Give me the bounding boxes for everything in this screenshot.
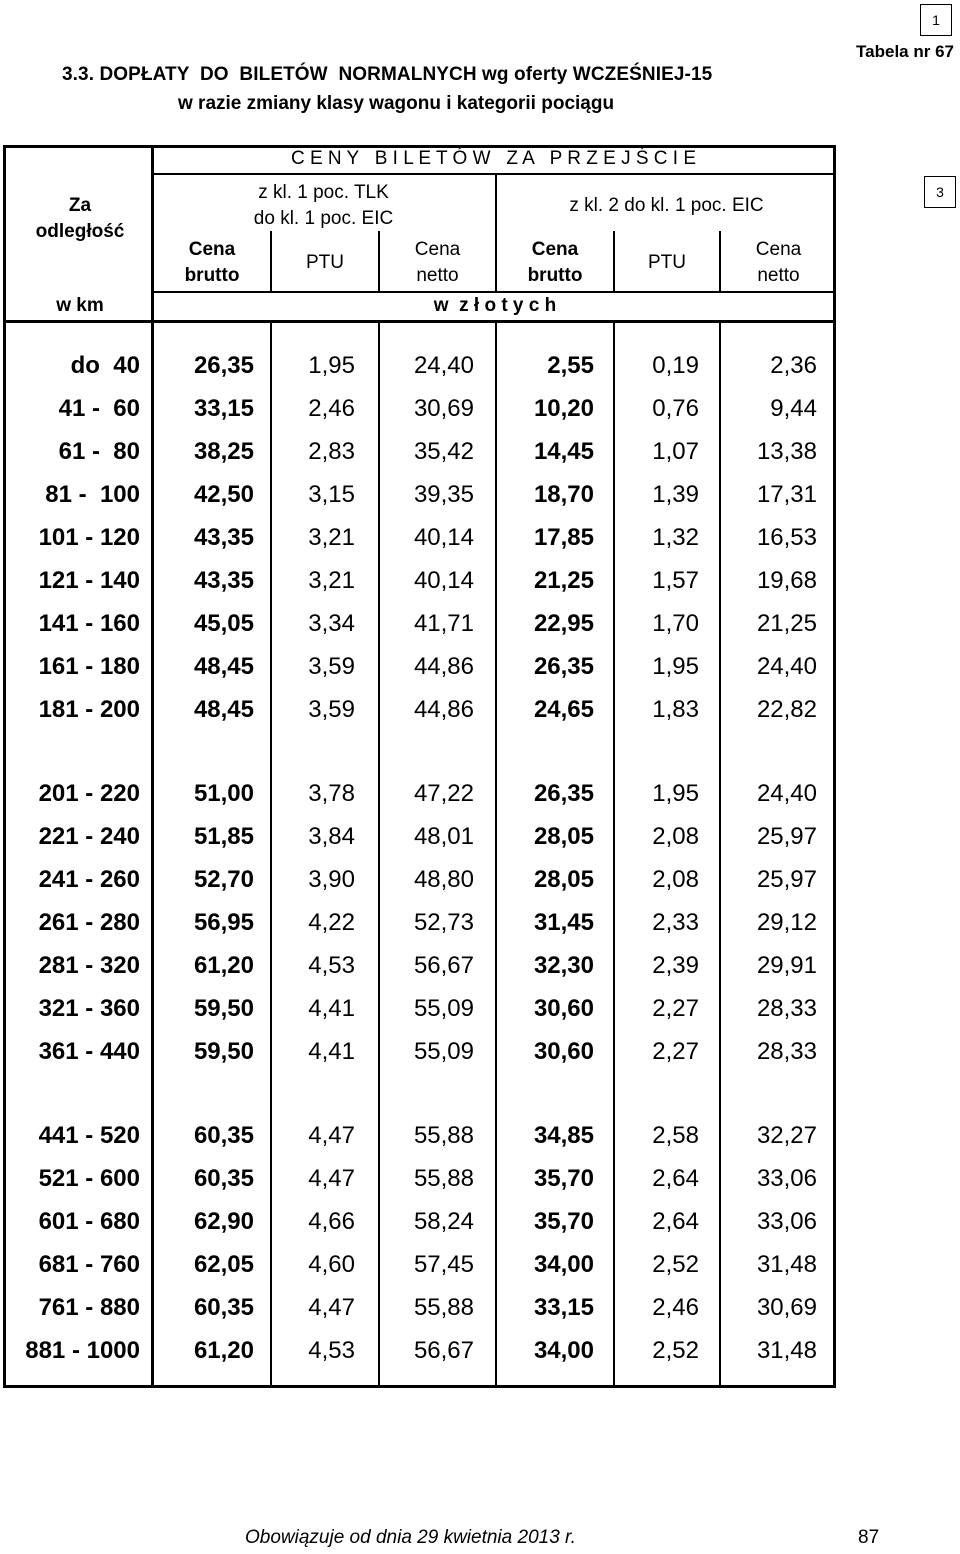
- price-p2: 1,32: [652, 524, 699, 551]
- price-b1: 38,25: [193, 438, 254, 465]
- distance-range: 61 - 80: [58, 438, 140, 465]
- price-n1: 40,14: [413, 524, 474, 551]
- distance-range: 881 - 1000: [25, 1337, 140, 1364]
- price-b1: 48,45: [193, 696, 254, 723]
- price-b2: 31,45: [533, 909, 594, 936]
- price-p2: 2,33: [652, 909, 699, 936]
- price-p1: 3,78: [308, 780, 355, 807]
- price-n2: 33,06: [756, 1165, 817, 1192]
- price-b2: 32,30: [533, 952, 594, 979]
- price-b2: 24,65: [533, 696, 594, 723]
- price-p1: 3,59: [308, 696, 355, 723]
- price-n2: 21,25: [756, 610, 817, 637]
- price-p2: 2,46: [652, 1294, 699, 1321]
- price-n1: 57,45: [413, 1251, 474, 1278]
- price-n1: 40,14: [413, 567, 474, 594]
- price-p1: 2,46: [308, 395, 355, 422]
- header-brutto-1: brutto: [184, 265, 240, 286]
- page-number: 87: [858, 1527, 880, 1548]
- header-cena-netto-1: Cena: [414, 239, 461, 260]
- price-b2: 34,00: [533, 1251, 594, 1278]
- price-n2: 29,12: [756, 909, 817, 936]
- price-p2: 2,52: [652, 1337, 699, 1364]
- price-n1: 52,73: [413, 909, 474, 936]
- page-subtitle: w razie zmiany klasy wagonu i kategorii pociągu: [178, 93, 615, 114]
- price-n2: 16,53: [756, 524, 817, 551]
- price-b2: 18,70: [533, 481, 594, 508]
- header-ptu-1: PTU: [306, 252, 344, 273]
- distance-range: 41 - 60: [58, 395, 140, 422]
- price-n2: 22,82: [756, 696, 817, 723]
- price-n2: 25,97: [756, 823, 817, 850]
- price-b1: 60,35: [193, 1294, 254, 1321]
- price-p2: 2,64: [652, 1208, 699, 1235]
- price-p1: 4,47: [308, 1165, 355, 1192]
- price-b2: 33,15: [533, 1294, 594, 1321]
- distance-range: 281 - 320: [38, 952, 140, 979]
- price-b1: 60,35: [193, 1122, 254, 1149]
- price-b1: 43,35: [193, 524, 254, 551]
- price-p2: 2,64: [652, 1165, 699, 1192]
- price-p2: 1,70: [652, 610, 699, 637]
- price-n1: 44,86: [413, 696, 474, 723]
- price-b1: 26,35: [193, 352, 254, 379]
- distance-range: 261 - 280: [38, 909, 140, 936]
- header-divider-ceny: [151, 173, 836, 175]
- price-p2: 1,95: [652, 780, 699, 807]
- price-p1: 4,22: [308, 909, 355, 936]
- price-p2: 0,76: [652, 395, 699, 422]
- distance-range: 321 - 360: [38, 995, 140, 1022]
- header-cena-netto-2: Cena: [755, 239, 802, 260]
- price-n2: 32,27: [756, 1122, 817, 1149]
- price-p1: 4,60: [308, 1251, 355, 1278]
- price-n1: 24,40: [413, 352, 474, 379]
- price-b1: 52,70: [193, 866, 254, 893]
- header-group1-line2: do kl. 1 poc. EIC: [253, 208, 394, 229]
- header-odleglosc: odległość: [35, 221, 125, 242]
- fare-table: [3, 145, 836, 1388]
- price-p2: 2,39: [652, 952, 699, 979]
- distance-range: 121 - 140: [38, 567, 140, 594]
- price-b1: 61,20: [193, 1337, 254, 1364]
- price-p2: 2,08: [652, 866, 699, 893]
- distance-range: do 40: [70, 352, 140, 379]
- distance-range: 441 - 520: [38, 1122, 140, 1149]
- price-n1: 55,88: [413, 1165, 474, 1192]
- price-p1: 3,90: [308, 866, 355, 893]
- price-n1: 55,88: [413, 1294, 474, 1321]
- header-netto-2: netto: [757, 265, 800, 286]
- price-n2: 24,40: [756, 780, 817, 807]
- price-b1: 61,20: [193, 952, 254, 979]
- price-b2: 10,20: [533, 395, 594, 422]
- price-p1: 3,34: [308, 610, 355, 637]
- price-n1: 55,88: [413, 1122, 474, 1149]
- price-b1: 60,35: [193, 1165, 254, 1192]
- price-p2: 2,27: [652, 995, 699, 1022]
- price-p2: 1,39: [652, 481, 699, 508]
- price-p1: 2,83: [308, 438, 355, 465]
- price-n2: 17,31: [756, 481, 817, 508]
- price-b2: 35,70: [533, 1208, 594, 1235]
- price-b2: 34,85: [533, 1122, 594, 1149]
- price-n1: 48,01: [413, 823, 474, 850]
- header-ceny-biletow: C E N Y B I L E T Ó W Z A P R Z E J Ś C I E: [290, 148, 697, 169]
- price-p1: 3,15: [308, 481, 355, 508]
- price-n2: 30,69: [756, 1294, 817, 1321]
- distance-range: 361 - 440: [38, 1038, 140, 1065]
- distance-range: 221 - 240: [38, 823, 140, 850]
- price-p2: 1,83: [652, 696, 699, 723]
- price-b1: 51,00: [193, 780, 254, 807]
- price-p2: 2,08: [652, 823, 699, 850]
- distance-range: 201 - 220: [38, 780, 140, 807]
- price-b1: 62,90: [193, 1208, 254, 1235]
- header-bottom-divider: [3, 320, 836, 323]
- price-n1: 47,22: [413, 780, 474, 807]
- price-n1: 48,80: [413, 866, 474, 893]
- header-group1-line1: z kl. 1 poc. TLK: [258, 182, 389, 203]
- price-p2: 0,19: [652, 352, 699, 379]
- price-b1: 42,50: [193, 481, 254, 508]
- distance-range: 521 - 600: [38, 1165, 140, 1192]
- price-b2: 26,35: [533, 780, 594, 807]
- page-title: 3.3. DOPŁATY DO BILETÓW NORMALNYCH wg oferty WCZEŚNIEJ-15: [62, 64, 713, 85]
- price-n2: 31,48: [756, 1337, 817, 1364]
- price-b2: 17,85: [533, 524, 594, 551]
- price-n2: 28,33: [756, 1038, 817, 1065]
- price-n1: 58,24: [413, 1208, 474, 1235]
- price-n2: 9,44: [770, 395, 817, 422]
- price-p1: 4,47: [308, 1122, 355, 1149]
- price-n2: 28,33: [756, 995, 817, 1022]
- price-n1: 30,69: [413, 395, 474, 422]
- price-n2: 13,38: [756, 438, 817, 465]
- price-b2: 14,45: [533, 438, 594, 465]
- distance-range: 761 - 880: [38, 1294, 140, 1321]
- distance-range: 81 - 100: [45, 481, 140, 508]
- price-b2: 26,35: [533, 653, 594, 680]
- price-p1: 3,21: [308, 567, 355, 594]
- km-column-divider: [151, 145, 154, 1388]
- price-b2: 28,05: [533, 823, 594, 850]
- price-n1: 56,67: [413, 1337, 474, 1364]
- price-b1: 59,50: [193, 1038, 254, 1065]
- price-p2: 1,95: [652, 653, 699, 680]
- price-n2: 19,68: [756, 567, 817, 594]
- price-p2: 2,52: [652, 1251, 699, 1278]
- price-b1: 45,05: [193, 610, 254, 637]
- price-b1: 43,35: [193, 567, 254, 594]
- price-b2: 30,60: [533, 1038, 594, 1065]
- price-b1: 59,50: [193, 995, 254, 1022]
- price-p1: 3,21: [308, 524, 355, 551]
- price-n1: 56,67: [413, 952, 474, 979]
- price-p2: 2,58: [652, 1122, 699, 1149]
- distance-range: 101 - 120: [38, 524, 140, 551]
- price-b2: 2,55: [547, 352, 594, 379]
- distance-range: 601 - 680: [38, 1208, 140, 1235]
- page-marker-side: 3: [924, 176, 956, 208]
- price-n1: 35,42: [413, 438, 474, 465]
- header-group2: z kl. 2 do kl. 1 poc. EIC: [569, 195, 764, 216]
- price-b1: 33,15: [193, 395, 254, 422]
- header-w-km: w km: [56, 295, 104, 316]
- price-n1: 55,09: [413, 1038, 474, 1065]
- price-p2: 1,07: [652, 438, 699, 465]
- validity-note: Obowiązuje od dnia 29 kwietnia 2013 r.: [245, 1527, 576, 1548]
- distance-range: 141 - 160: [38, 610, 140, 637]
- price-n2: 24,40: [756, 653, 817, 680]
- price-p1: 4,53: [308, 952, 355, 979]
- page-marker-top: 1: [920, 4, 952, 36]
- header-netto-1: netto: [416, 265, 459, 286]
- price-p1: 3,84: [308, 823, 355, 850]
- price-b2: 34,00: [533, 1337, 594, 1364]
- header-ptu-2: PTU: [648, 252, 686, 273]
- header-cena-brutto-1: Cena: [188, 239, 236, 260]
- header-za: Za: [68, 195, 92, 216]
- price-p1: 4,53: [308, 1337, 355, 1364]
- table-reference: Tabela nr 67: [856, 42, 954, 61]
- price-p1: 4,47: [308, 1294, 355, 1321]
- price-n1: 39,35: [413, 481, 474, 508]
- price-n2: 33,06: [756, 1208, 817, 1235]
- price-b2: 28,05: [533, 866, 594, 893]
- price-b1: 48,45: [193, 653, 254, 680]
- price-p1: 4,41: [308, 1038, 355, 1065]
- price-b2: 35,70: [533, 1165, 594, 1192]
- price-n2: 2,36: [770, 352, 817, 379]
- price-b2: 30,60: [533, 995, 594, 1022]
- header-cena-brutto-2: Cena: [531, 239, 579, 260]
- price-b1: 56,95: [193, 909, 254, 936]
- price-p2: 2,27: [652, 1038, 699, 1065]
- price-n1: 44,86: [413, 653, 474, 680]
- price-b1: 62,05: [193, 1251, 254, 1278]
- price-n2: 29,91: [756, 952, 817, 979]
- header-w-zlotych: w z ł o t y c h: [433, 295, 557, 316]
- price-n1: 55,09: [413, 995, 474, 1022]
- price-n2: 25,97: [756, 866, 817, 893]
- price-p2: 1,57: [652, 567, 699, 594]
- distance-range: 181 - 200: [38, 696, 140, 723]
- price-b2: 22,95: [533, 610, 594, 637]
- distance-range: 241 - 260: [38, 866, 140, 893]
- distance-range: 681 - 760: [38, 1251, 140, 1278]
- price-p1: 4,41: [308, 995, 355, 1022]
- header-brutto-2: brutto: [527, 265, 583, 286]
- price-b2: 21,25: [533, 567, 594, 594]
- price-p1: 1,95: [308, 352, 355, 379]
- price-n1: 41,71: [413, 610, 474, 637]
- price-b1: 51,85: [193, 823, 254, 850]
- price-p1: 4,66: [308, 1208, 355, 1235]
- price-n2: 31,48: [756, 1251, 817, 1278]
- distance-range: 161 - 180: [38, 653, 140, 680]
- price-p1: 3,59: [308, 653, 355, 680]
